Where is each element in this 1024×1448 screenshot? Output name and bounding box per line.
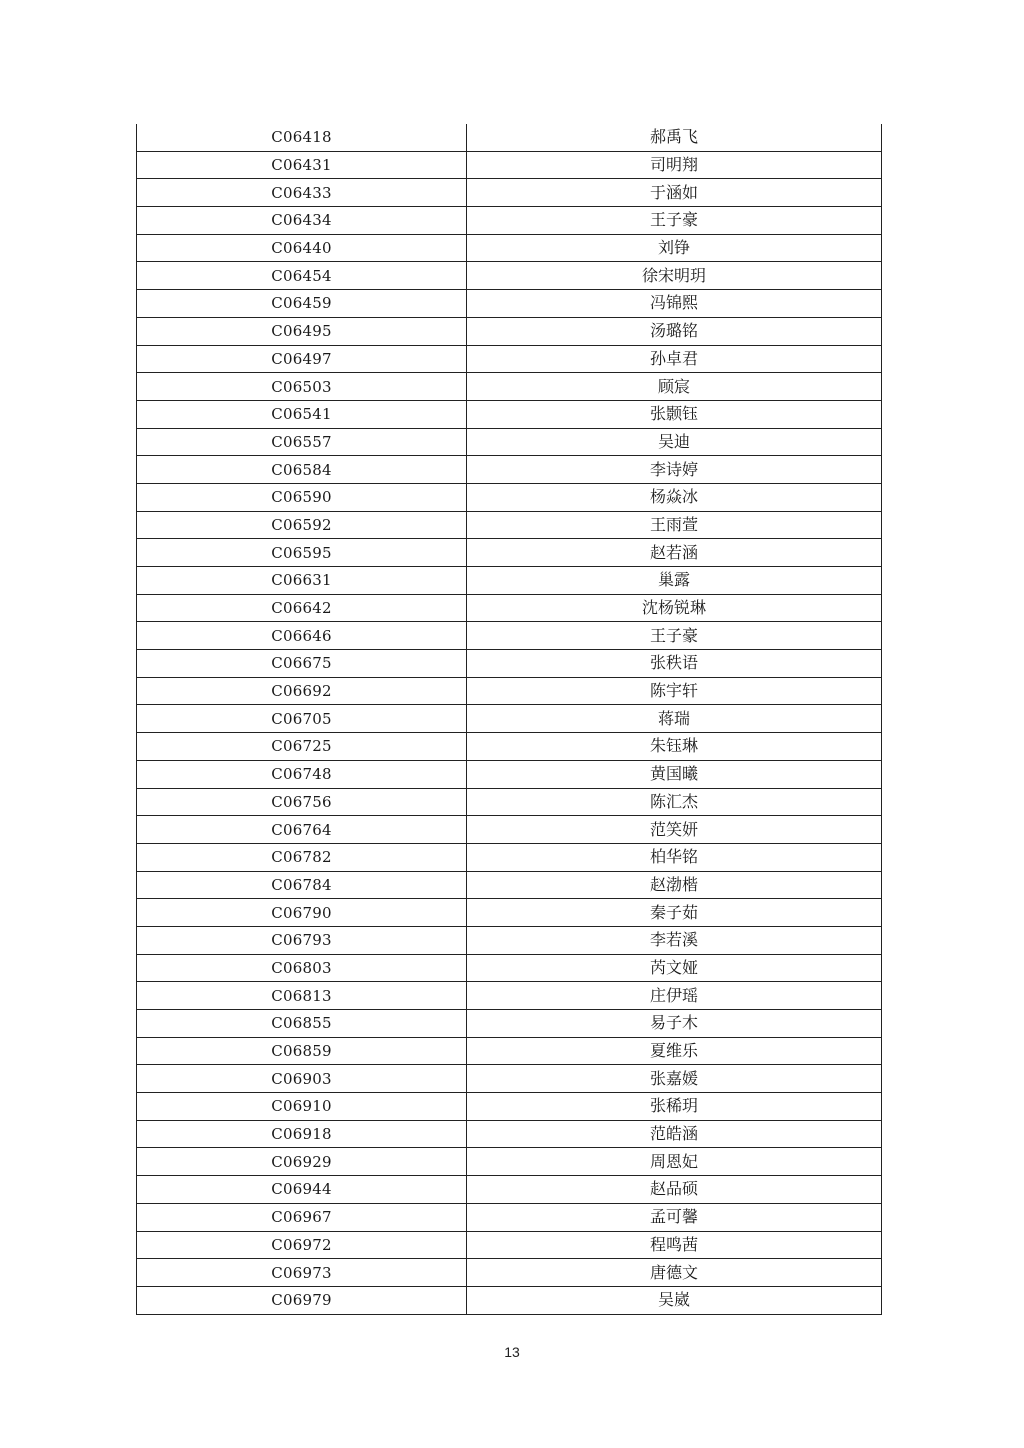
student-id-cell: C06584 (137, 456, 467, 484)
student-name-cell: 顾宸 (467, 373, 882, 401)
student-id-cell: C06910 (137, 1093, 467, 1121)
table-row (137, 594, 882, 622)
student-name-cell: 徐宋明玥 (467, 262, 882, 290)
table-row (137, 1286, 882, 1314)
student-name-cell: 司明翔 (467, 151, 882, 179)
student-id-cell: C06642 (137, 594, 467, 622)
student-name-cell: 庄伊瑶 (467, 982, 882, 1010)
roster-table (136, 124, 882, 1315)
student-id-cell: C06454 (137, 262, 467, 290)
table-row (137, 760, 882, 788)
student-id-cell: C06813 (137, 982, 467, 1010)
student-id-cell: C06431 (137, 151, 467, 179)
table-row (137, 483, 882, 511)
student-id-cell: C06433 (137, 179, 467, 207)
student-name-cell: 李诗婷 (467, 456, 882, 484)
table-row (137, 179, 882, 207)
student-id-cell: C06440 (137, 234, 467, 262)
student-id-cell: C06418 (137, 124, 467, 151)
student-id-cell: C06595 (137, 539, 467, 567)
student-name-cell: 郝禹飞 (467, 124, 882, 151)
student-id-cell: C06764 (137, 816, 467, 844)
table-row (137, 207, 882, 235)
table-row (137, 899, 882, 927)
roster-table-body (137, 124, 882, 1314)
table-row (137, 290, 882, 318)
student-name-cell: 吴崴 (467, 1286, 882, 1314)
student-name-cell: 吴迪 (467, 428, 882, 456)
student-name-cell: 周恩妃 (467, 1148, 882, 1176)
student-id-cell: C06803 (137, 954, 467, 982)
page-number: 13 (504, 1344, 520, 1360)
student-id-cell: C06855 (137, 1010, 467, 1038)
student-id-cell: C06784 (137, 871, 467, 899)
student-name-cell: 张稀玥 (467, 1093, 882, 1121)
student-id-cell: C06929 (137, 1148, 467, 1176)
student-name-cell: 赵若涵 (467, 539, 882, 567)
table-row (137, 234, 882, 262)
table-row (137, 788, 882, 816)
student-name-cell: 张秩语 (467, 650, 882, 678)
student-name-cell: 孙卓君 (467, 345, 882, 373)
student-name-cell: 程鸣茜 (467, 1231, 882, 1259)
student-id-cell: C06972 (137, 1231, 467, 1259)
table-row (137, 1148, 882, 1176)
table-row (137, 1037, 882, 1065)
student-name-cell: 芮文娅 (467, 954, 882, 982)
student-id-cell: C06503 (137, 373, 467, 401)
table-row (137, 733, 882, 761)
table-row (137, 705, 882, 733)
student-id-cell: C06705 (137, 705, 467, 733)
student-id-cell: C06979 (137, 1286, 467, 1314)
student-id-cell: C06590 (137, 483, 467, 511)
student-name-cell: 赵渤楷 (467, 871, 882, 899)
table-row (137, 816, 882, 844)
student-id-cell: C06918 (137, 1120, 467, 1148)
student-name-cell: 赵品硕 (467, 1176, 882, 1204)
student-name-cell: 杨焱冰 (467, 483, 882, 511)
student-name-cell: 冯锦熙 (467, 290, 882, 318)
student-id-cell: C06692 (137, 677, 467, 705)
table-row (137, 1259, 882, 1287)
student-name-cell: 巢露 (467, 567, 882, 595)
student-name-cell: 范皓涵 (467, 1120, 882, 1148)
student-name-cell: 蒋瑞 (467, 705, 882, 733)
table-row (137, 1203, 882, 1231)
student-name-cell: 范笑妍 (467, 816, 882, 844)
student-name-cell: 孟可馨 (467, 1203, 882, 1231)
student-name-cell: 朱钰琳 (467, 733, 882, 761)
table-row (137, 1010, 882, 1038)
table-row (137, 539, 882, 567)
table-row (137, 345, 882, 373)
student-name-cell: 王子豪 (467, 622, 882, 650)
table-row (137, 1065, 882, 1093)
student-id-cell: C06748 (137, 760, 467, 788)
student-id-cell: C06497 (137, 345, 467, 373)
student-id-cell: C06631 (137, 567, 467, 595)
student-id-cell: C06459 (137, 290, 467, 318)
table-row (137, 1176, 882, 1204)
student-name-cell: 李若溪 (467, 926, 882, 954)
table-row (137, 843, 882, 871)
student-name-cell: 沈杨锐琳 (467, 594, 882, 622)
student-name-cell: 于涵如 (467, 179, 882, 207)
student-id-cell: C06903 (137, 1065, 467, 1093)
table-row (137, 262, 882, 290)
student-id-cell: C06790 (137, 899, 467, 927)
table-row (137, 124, 882, 151)
table-row (137, 428, 882, 456)
table-row (137, 982, 882, 1010)
student-id-cell: C06541 (137, 400, 467, 428)
table-row (137, 1120, 882, 1148)
table-row (137, 373, 882, 401)
student-id-cell: C06859 (137, 1037, 467, 1065)
student-id-cell: C06495 (137, 317, 467, 345)
student-name-cell: 唐德文 (467, 1259, 882, 1287)
table-row (137, 511, 882, 539)
student-id-cell: C06967 (137, 1203, 467, 1231)
student-id-cell: C06725 (137, 733, 467, 761)
table-row (137, 400, 882, 428)
student-id-cell: C06434 (137, 207, 467, 235)
student-name-cell: 刘铮 (467, 234, 882, 262)
table-row (137, 622, 882, 650)
student-id-cell: C06646 (137, 622, 467, 650)
student-id-cell: C06782 (137, 843, 467, 871)
student-name-cell: 王雨萱 (467, 511, 882, 539)
student-name-cell: 汤璐铭 (467, 317, 882, 345)
student-id-cell: C06973 (137, 1259, 467, 1287)
student-id-cell: C06944 (137, 1176, 467, 1204)
table-row (137, 871, 882, 899)
table-row (137, 1093, 882, 1121)
table-row (137, 317, 882, 345)
student-name-cell: 陈汇杰 (467, 788, 882, 816)
student-id-cell: C06675 (137, 650, 467, 678)
student-id-cell: C06592 (137, 511, 467, 539)
student-name-cell: 秦子茹 (467, 899, 882, 927)
student-id-cell: C06793 (137, 926, 467, 954)
table-row (137, 954, 882, 982)
student-id-cell: C06756 (137, 788, 467, 816)
student-id-cell: C06557 (137, 428, 467, 456)
table-row (137, 1231, 882, 1259)
table-row (137, 456, 882, 484)
student-name-cell: 王子豪 (467, 207, 882, 235)
table-row (137, 677, 882, 705)
student-name-cell: 易子木 (467, 1010, 882, 1038)
student-name-cell: 张嘉媛 (467, 1065, 882, 1093)
table-row (137, 650, 882, 678)
student-name-cell: 黄国曦 (467, 760, 882, 788)
table-row (137, 567, 882, 595)
student-name-cell: 陈宇轩 (467, 677, 882, 705)
student-name-cell: 张颢钰 (467, 400, 882, 428)
table-row (137, 151, 882, 179)
student-name-cell: 柏华铭 (467, 843, 882, 871)
student-name-cell: 夏维乐 (467, 1037, 882, 1065)
table-row (137, 926, 882, 954)
